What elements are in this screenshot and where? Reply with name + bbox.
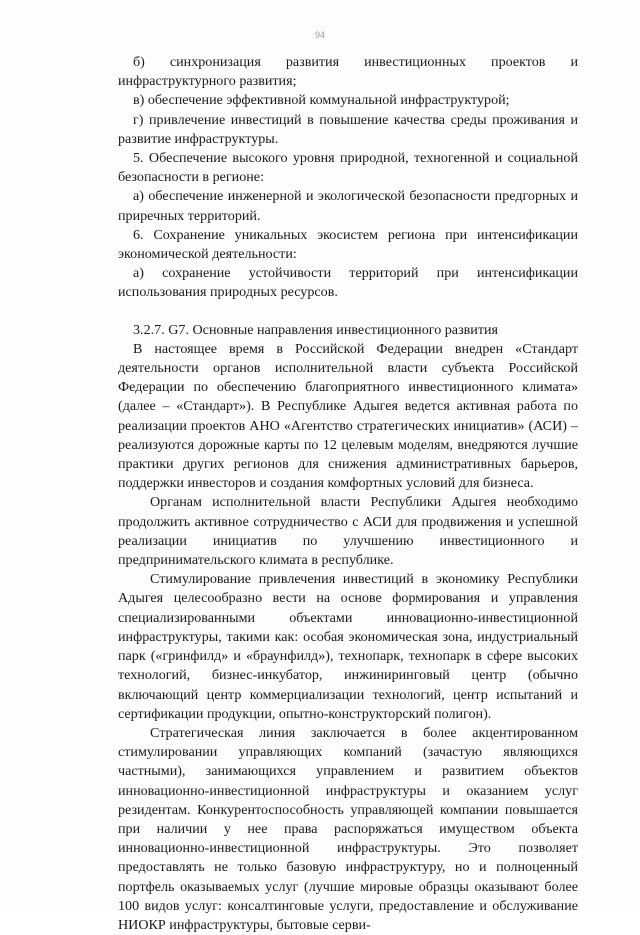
paragraph-standard: В настоящее время в Российской Федерации внедрен «Стандарт деятельности органов исполнительной власти субъекта Российской Федерации по обеспечению благоприятного инвестиционного климата» (далее – «Стандарт»). В Республике Адыгея ведется активная работа по реализации проектов АНО «Агентство стратегических инициатив» (АСИ) – реализуются дорожные карты по 12 целевым моделям, внедряются лучшие практики других регионов для снижения административных барьеров, поддержки инвесторов и создания комфортных условий для бизнеса. xyxy=(118,340,578,492)
paragraph-strategic-line: Стратегическая линия заключается в более акцентированном стимулировании управляющих компаний (зачастую являющихся частными), занимающихся управлением и развитием объектов инновационно-инвестиционной инфраструктуры и оказанием услуг резидентам. Конкурентоспособность управляющей компании повышается при наличии у нее права распоряжаться имуществом объекта инновационно-инвестиционной инфраструктуры. Это позволяет предоставлять не только базовую инфраструктуру, но и полноценный портфель оказываемых услуг (лучшие мировые образцы оказывают более 100 видов услуг: консалтинговые услуги, предоставление и обслуживание НИОКР инфраструктуры, бытовые серви- xyxy=(118,724,578,933)
list-item-v: в) обеспечение эффективной коммунальной инфраструктурой; xyxy=(133,92,510,109)
list-item-g: г) привлечение инвестиций в повышение качества среды проживания и развитие инфраструктуры. xyxy=(118,111,578,147)
goal-5-item-a: а) обеспечение инженерной и экологической безопасности предгорных и приречных территорий. xyxy=(118,188,578,224)
goal-5-heading: 5. Обеспечение высокого уровня природной, техногенной и социальной безопасности в регионе: xyxy=(118,150,578,186)
page-number: 94 xyxy=(314,30,325,40)
section-spacer xyxy=(118,303,578,321)
section-heading: 3.2.7. G7. Основные направления инвестиционного развития xyxy=(133,321,499,338)
goal-6-item-a: а) сохранение устойчивости территорий при интенсификации использования природных ресурсов. xyxy=(118,265,578,301)
goal-6-heading: 6. Сохранение уникальных экосистем региона при интенсификации экономической деятельности: xyxy=(118,226,578,263)
paragraph-asi-cooperation: Органам исполнительной власти Республики Адыгея необходимо продолжить активное сотрудничество с АСИ для продвижения и успешной реализации инициатив по улучшению инвестиционного и предпринимательского климата в республике. xyxy=(118,494,578,569)
paragraph-infrastructure: Стимулирование привлечения инвестиций в экономику Республики Адыгея целесообразно вести на основе формирования и управления специализированными объектами инновационно-инвестиционной инфраструктуры, такими как: особая экономическая зона, индустриальный парк («гринфилд» и «браунфилд»), технопарк, технопарк в сфере высоких технологий, бизнес-инкубатор, инжиниринговый центр (обычно включающий центр коммерциализации технологий, центр испытаний и сертификации продукции, опытно-конструкторский полигон). xyxy=(118,571,578,722)
document-body xyxy=(118,53,578,935)
list-item-b: б) синхронизация развития инвестиционных проектов и инфраструктурного развития; xyxy=(118,54,578,90)
